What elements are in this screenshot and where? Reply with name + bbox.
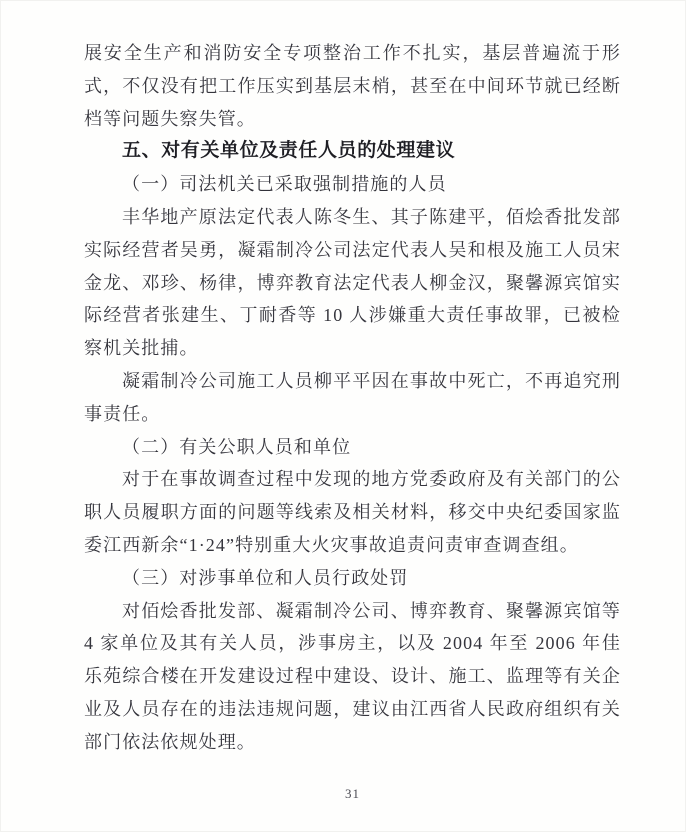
body-paragraph: 对佰烩香批发部、凝霜制冷公司、博弈教育、聚馨源宾馆等 4 家单位及其有关人员，涉事房主，以及 2004 年至 2006 年佳乐苑综合楼在开发建设过程中建设、设计、施工、监理等有关企业及人员存在的违法违规问题，建议由江西省人民政府组织有关部门依法依规处理。 [84,600,621,752]
body-paragraph: 凝霜制冷公司施工人员柳平平因在事故中死亡，不再追究刑事责任。 [84,370,621,424]
section-heading: 五、对有关单位及责任人员的处理建议 [122,140,456,162]
page-number: 31 [345,786,360,801]
body-paragraph: 对于在事故调查过程中发现的地方党委政府及有关部门的公职人员履职方面的问题等线索及相关材料，移交中央纪委国家监委江西新余“1·24”特别重大火灾事故追责问责审查调查组。 [84,469,621,555]
body-paragraph: 丰华地产原法定代表人陈冬生、其子陈建平，佰烩香批发部实际经营者吴勇，凝霜制冷公司法定代表人吴和根及施工人员宋金龙、邓珍、杨律，博弈教育法定代表人柳金汉，聚馨源宾馆实际经营者张建生、丁耐香等 10 人涉嫌重大责任事故罪，已被检察机关批捕。 [84,206,621,359]
document-content [84,37,621,759]
paragraph-continuation: 展安全生产和消防安全专项整治工作不扎实，基层普遍流于形式，不仅没有把工作压实到基层末梢，甚至在中间环节就已经断档等问题失察失管。 [84,43,621,129]
subsection-heading-1: （一）司法机关已采取强制措施的人员 [122,174,447,195]
subsection-heading-2: （二）有关公职人员和单位 [122,436,352,457]
subsection-heading-3: （三）对涉事单位和人员行政处罚 [122,567,409,588]
